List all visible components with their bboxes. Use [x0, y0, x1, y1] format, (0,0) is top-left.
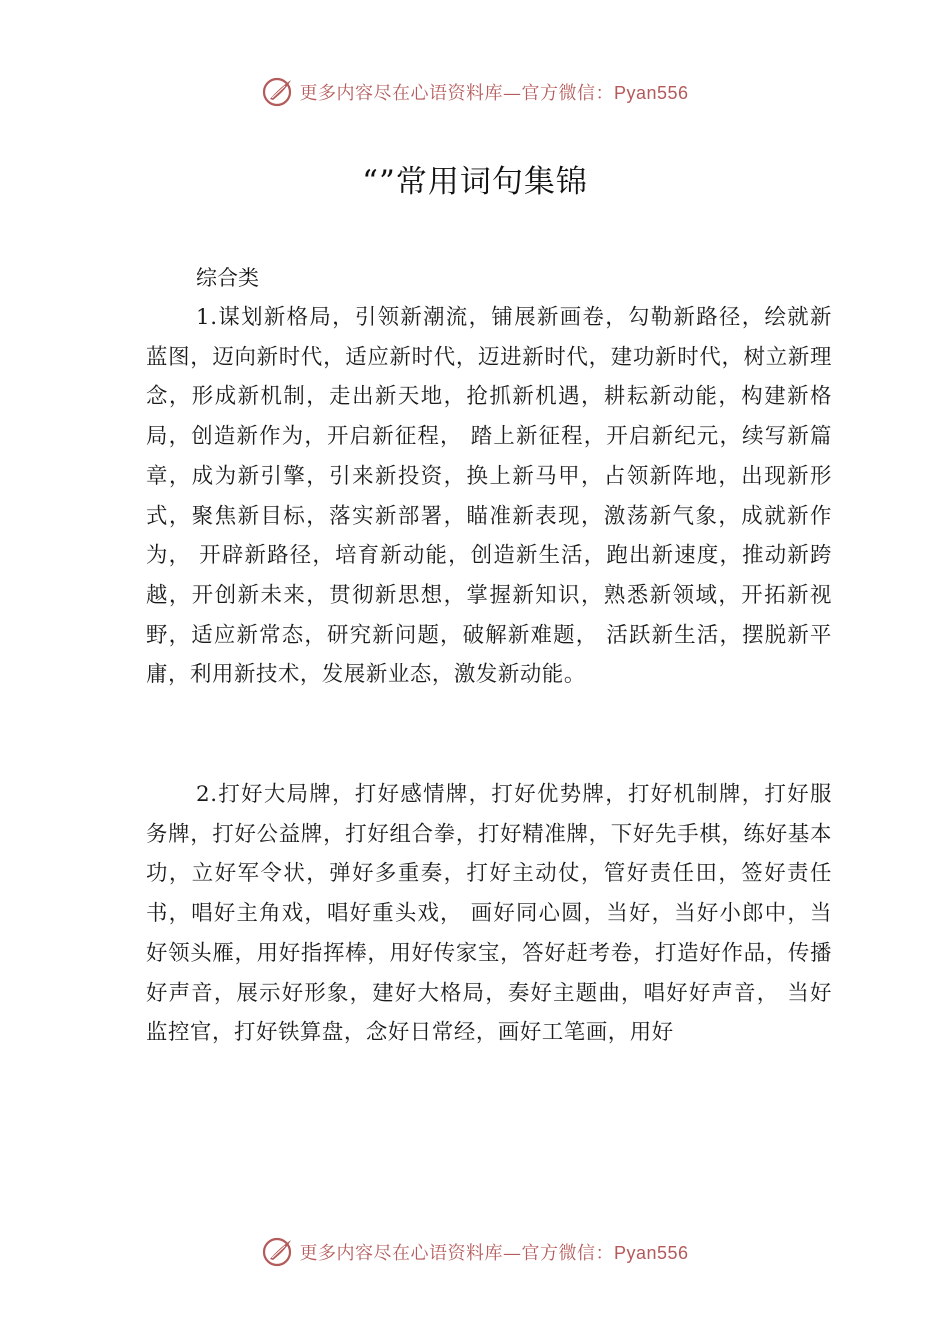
watermark-text: 更多内容尽在心语资料库—官方微信： [299, 83, 614, 104]
paragraph-2: 2.打好大局牌，打好感情牌，打好优势牌，打好机制牌，打好服务牌，打好公益牌，打好组合拳，打好精准牌，下好先手棋，练好基本功，立好军令状，弹好多重奏，打好主动仗，管好责任田，签好责任书，唱好主角戏，唱好重头戏， 画好同心圆，当好，当好小郎中，当好领头雁，用好指挥棒，用好传家宝，答好赶考卷，打造好作品，传播好声音，展示好形象，建好大格局，奏好主题曲，唱好好声音， 当好监控官，打好铁算盘，念好日常经，画好工笔画，用好 [146, 782, 832, 1046]
section-heading: 综合类 [196, 266, 259, 290]
header-watermark [0, 72, 950, 112]
paragraph-1: 1.谋划新格局，引领新潮流，铺展新画卷，勾勒新路径，绘就新蓝图，迈向新时代，适应新时代，迈进新时代，建功新时代，树立新理念，形成新机制，走出新天地，抢抓新机遇，耕耘新动能，构建新格局，创造新作为，开启新征程， 踏上新征程，开启新纪元，续写新篇章，成为新引擎，引来新投资，换上新马甲，占领新阵地，出现新形式，聚焦新目标，落实新部署，瞄准新表现，激荡新气象，成就新作为， 开辟新路径，培育新动能，创造新生活，跑出新速度，推动新跨越，开创新未来，贯彻新思想，掌握新知识，熟悉新领域，开拓新视野，适应新常态，研究新问题，破解新难题， 活跃新生活，摆脱新平庸，利用新技术，发展新业态，激发新动能。 [146, 305, 832, 688]
watermark-text: 更多内容尽在心语资料库—官方微信： [299, 1243, 614, 1264]
watermark-wechat-id: Pyan556 [613, 1243, 689, 1263]
quill-feather-logo-icon [261, 1235, 295, 1269]
quill-feather-logo-icon [261, 75, 295, 109]
document-title: “”常用词句集锦 [362, 164, 588, 200]
watermark-wechat-id: Pyan556 [613, 83, 689, 103]
footer-watermark [0, 1232, 950, 1272]
